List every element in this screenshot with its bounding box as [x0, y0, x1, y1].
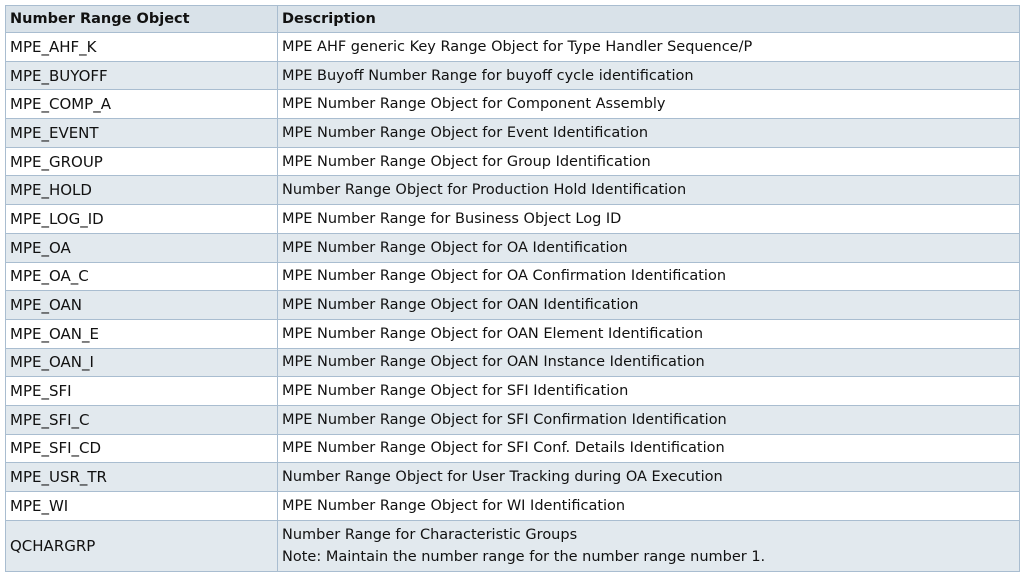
object-cell: MPE_SFI_C [6, 405, 278, 434]
object-cell: MPE_OA [6, 233, 278, 262]
object-cell: MPE_OA_C [6, 262, 278, 291]
description-cell: MPE Number Range Object for OAN Identification [278, 291, 1020, 320]
table-row [6, 520, 1020, 571]
header-number-range-object: Number Range Object [6, 6, 278, 33]
description-cell: MPE Number Range Object for SFI Conf. Details Identification [278, 434, 1020, 463]
description-cell: Number Range Object for User Tracking during OA Execution [278, 463, 1020, 492]
object-cell: MPE_SFI_CD [6, 434, 278, 463]
table-row [6, 119, 1020, 148]
description-cell: MPE Number Range Object for OA Identification [278, 233, 1020, 262]
description-cell: MPE Buyoff Number Range for buyoff cycle identification [278, 61, 1020, 90]
table-row [6, 33, 1020, 62]
table-row [6, 434, 1020, 463]
table-row [6, 319, 1020, 348]
table-row [6, 147, 1020, 176]
object-cell: MPE_EVENT [6, 119, 278, 148]
object-cell: MPE_SFI [6, 377, 278, 406]
description-cell: MPE Number Range Object for OAN Instance Identification [278, 348, 1020, 377]
description-cell: MPE Number Range Object for Component Assembly [278, 90, 1020, 119]
description-note: Note: Maintain the number range for the number range number 1. [282, 548, 766, 565]
table-row [6, 205, 1020, 234]
object-cell: MPE_OAN [6, 291, 278, 320]
object-cell: MPE_OAN_E [6, 319, 278, 348]
object-cell: MPE_COMP_A [6, 90, 278, 119]
object-cell: MPE_WI [6, 492, 278, 521]
object-cell: MPE_OAN_I [6, 348, 278, 377]
table-row [6, 61, 1020, 90]
number-range-table-container [5, 5, 1020, 572]
table-header-row [6, 6, 1020, 33]
table-row [6, 377, 1020, 406]
table-row [6, 348, 1020, 377]
object-cell: MPE_BUYOFF [6, 61, 278, 90]
object-cell: MPE_HOLD [6, 176, 278, 205]
description-cell: MPE Number Range Object for WI Identification [278, 492, 1020, 521]
object-cell: MPE_USR_TR [6, 463, 278, 492]
description-cell: MPE Number Range for Business Object Log ID [278, 205, 1020, 234]
number-range-table [5, 5, 1020, 572]
description-cell: MPE Number Range Object for Group Identification [278, 147, 1020, 176]
description-cell: MPE AHF generic Key Range Object for Type Handler Sequence/P [278, 33, 1020, 62]
table-row [6, 233, 1020, 262]
description-cell: MPE Number Range Object for SFI Confirmation Identification [278, 405, 1020, 434]
header-description: Description [278, 6, 1020, 33]
table-row [6, 90, 1020, 119]
table-row [6, 492, 1020, 521]
table-row [6, 176, 1020, 205]
description-cell: MPE Number Range Object for Event Identification [278, 119, 1020, 148]
object-cell: QCHARGRP [6, 520, 278, 571]
object-cell: MPE_GROUP [6, 147, 278, 176]
object-cell: MPE_AHF_K [6, 33, 278, 62]
table-row [6, 291, 1020, 320]
description-cell: MPE Number Range Object for OA Confirmation Identification [278, 262, 1020, 291]
table-row [6, 262, 1020, 291]
table-row [6, 405, 1020, 434]
description-cell [278, 520, 1020, 571]
table-row [6, 463, 1020, 492]
description-cell: MPE Number Range Object for SFI Identification [278, 377, 1020, 406]
description-line: Number Range for Characteristic Groups [282, 526, 578, 543]
object-cell: MPE_LOG_ID [6, 205, 278, 234]
description-cell: MPE Number Range Object for OAN Element Identification [278, 319, 1020, 348]
description-cell: Number Range Object for Production Hold Identification [278, 176, 1020, 205]
